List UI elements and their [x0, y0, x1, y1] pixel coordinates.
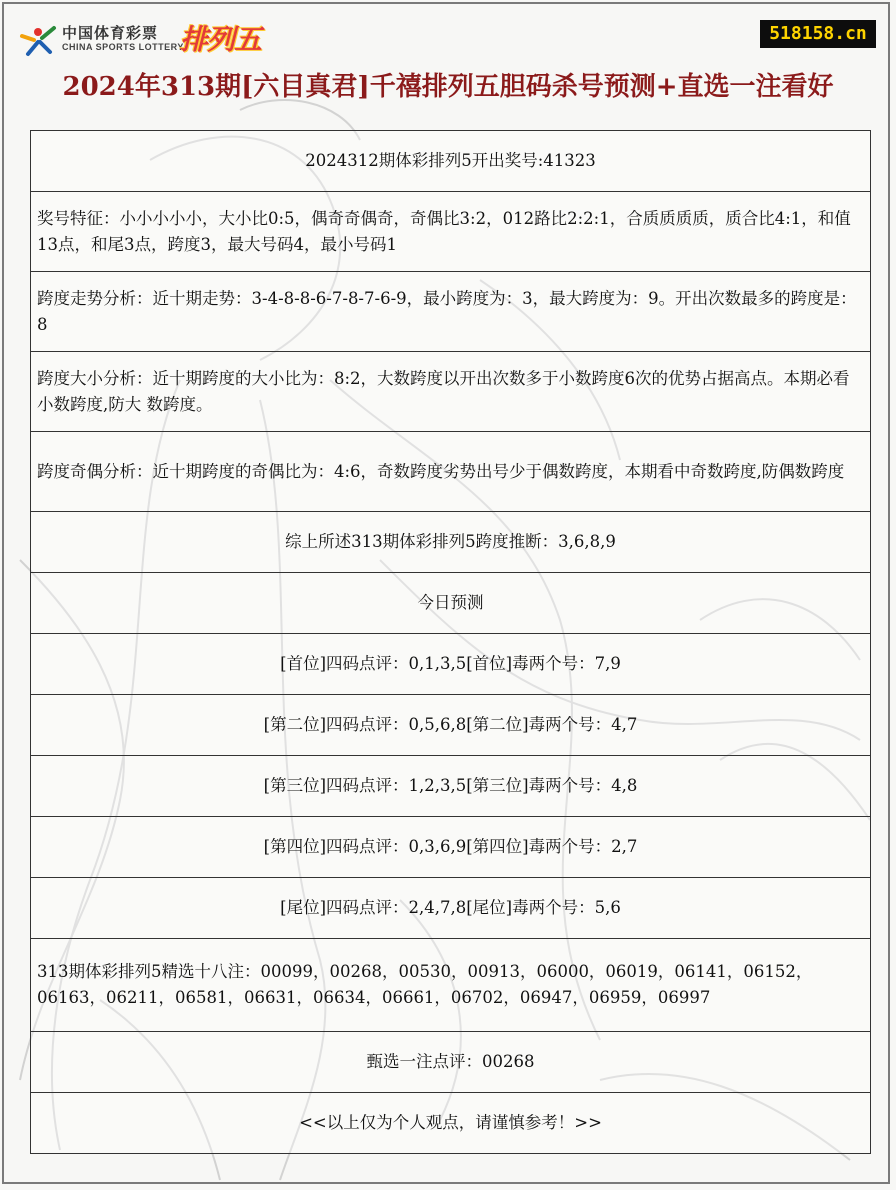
position-2-cell: [第二位]四码点评：0,5,6,8[第二位]毒两个号：4,7 [31, 695, 871, 756]
single-pick-cell: 甄选一注点评：00268 [31, 1032, 871, 1093]
span-parity-cell: 跨度奇偶分析：近十期跨度的奇偶比为：4:6，奇数跨度劣势出号少于偶数跨度，本期看中奇数跨度,防偶数跨度 [31, 432, 871, 512]
position-3-cell: [第三位]四码点评：1,2,3,5[第三位]毒两个号：4,8 [31, 756, 871, 817]
table-row [31, 878, 871, 939]
table-row [31, 512, 871, 573]
table-row [31, 432, 871, 512]
eighteen-picks-cell: 313期体彩排列5精选十八注：00099，00268，00530，00913，06000，06019，06141，06152，06163，06211，06581，06631，06634，06661，06702，06947，06959，06997 [31, 939, 871, 1032]
table-row [31, 131, 871, 192]
span-conclusion-cell: 综上所述313期体彩排列5跨度推断：3,6,8,9 [31, 512, 871, 573]
logo-game-name: 排列五 [180, 23, 262, 56]
table-row [31, 1093, 871, 1154]
position-1-cell: [首位]四码点评：0,1,3,5[首位]毒两个号：7,9 [31, 634, 871, 695]
features-cell: 奖号特征：小小小小小，大小比0:5，偶奇奇偶奇，奇偶比3:2，012路比2:2:1，合质质质质，质合比4:1，和值13点，和尾3点，跨度3，最大号码4，最小号码1 [31, 192, 871, 272]
prediction-table [30, 130, 871, 1154]
table-row [31, 695, 871, 756]
draw-result-cell: 2024312期体彩排列5开出奖号:41323 [31, 131, 871, 192]
page-header [0, 0, 896, 120]
page-title: 2024年313期[六目真君]千禧排列五胆码杀号预测+直选一注看好 [62, 72, 834, 102]
table-row [31, 939, 871, 1032]
logo-english-text: CHINA SPORTS LOTTERY [62, 42, 184, 52]
table-row [31, 352, 871, 432]
table-row [31, 817, 871, 878]
logo-chinese-text: 中国体育彩票 [62, 25, 159, 42]
position-5-cell: [尾位]四码点评：2,4,7,8[尾位]毒两个号：5,6 [31, 878, 871, 939]
table-row [31, 272, 871, 352]
position-4-cell: [第四位]四码点评：0,3,6,9[第四位]毒两个号：2,7 [31, 817, 871, 878]
table-row [31, 1032, 871, 1093]
table-row [31, 756, 871, 817]
table-row [31, 634, 871, 695]
lottery-logo-icon [18, 18, 58, 58]
table-row [31, 573, 871, 634]
span-trend-cell: 跨度走势分析：近十期走势：3-4-8-8-6-7-8-7-6-9，最小跨度为：3，最大跨度为：9。开出次数最多的跨度是：8 [31, 272, 871, 352]
table-row [31, 192, 871, 272]
lottery-logo[interactable] [18, 18, 278, 58]
site-badge[interactable]: 518158.cn [760, 20, 876, 48]
today-heading-cell: 今日预测 [31, 573, 871, 634]
span-size-cell: 跨度大小分析：近十期跨度的大小比为：8:2，大数跨度以开出次数多于小数跨度6次的优势占据高点。本期必看小数跨度,防大 数跨度。 [31, 352, 871, 432]
disclaimer-cell: <<以上仅为个人观点，请谨慎参考！>> [31, 1093, 871, 1154]
